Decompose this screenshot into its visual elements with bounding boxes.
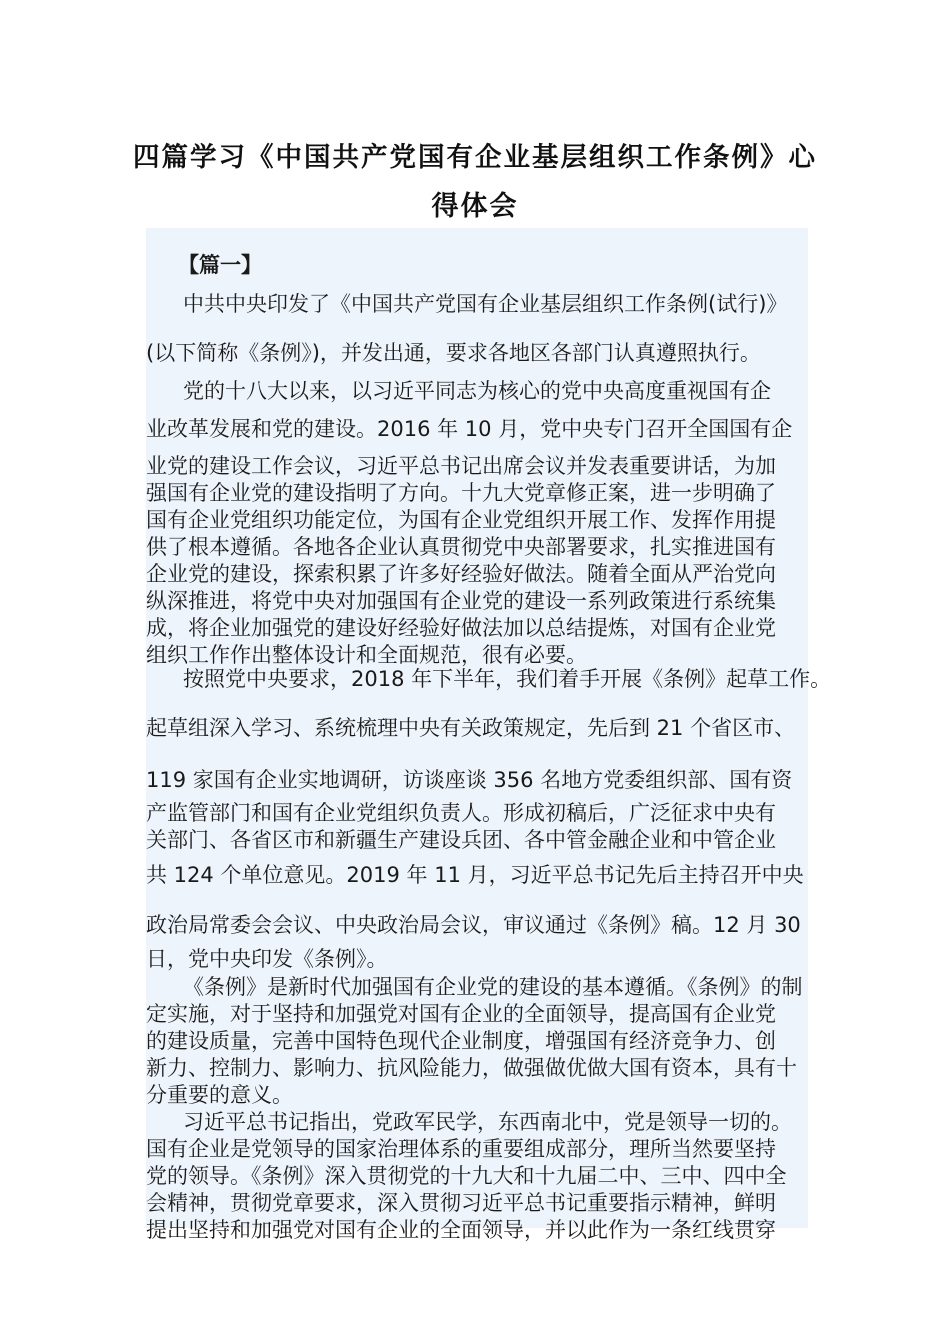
body-line: 提出坚持和加强党对国有企业的全面领导，并以此作为一条红线贯穿	[146, 1218, 776, 1242]
body-line: 国有企业党组织功能定位，为国有企业党组织开展工作、发挥作用提	[146, 508, 776, 532]
body-line: 党的十八大以来，以习近平同志为核心的党中央高度重视国有企	[183, 379, 771, 403]
document-title-line-1: 四篇学习《中国共产党国有企业基层组织工作条例》心	[133, 142, 817, 173]
section-label: 【篇一】	[178, 253, 262, 277]
body-line: (以下简称《条例》)，并发出通，要求各地区各部门认真遵照执行。	[146, 341, 761, 365]
body-line: 119 家国有企业实地调研，访谈座谈 356 名地方党委组织部、国有资	[146, 768, 793, 792]
body-line: 日，党中央印发《条例》。	[146, 947, 388, 971]
body-line: 的建设质量，完善中国特色现代企业制度，增强国有经济竞争力、创	[146, 1029, 776, 1053]
body-line: 强国有企业党的建设指明了方向。十九大党章修正案，进一步明确了	[146, 481, 776, 505]
document-title-line-2: 得体会	[431, 191, 519, 222]
body-line: 组织工作作出整体设计和全面规范，很有必要。	[146, 643, 587, 667]
body-line: 定实施，对于坚持和加强党对国有企业的全面领导，提高国有企业党	[146, 1002, 776, 1026]
body-line: 按照党中央要求，2018 年下半年，我们着手开展《条例》起草工作。	[183, 667, 832, 691]
body-line: 中共中央印发了《中国共产党国有企业基层组织工作条例(试行)》	[183, 292, 788, 316]
body-line: 供了根本遵循。各地各企业认真贯彻党中央部署要求，扎实推进国有	[146, 535, 776, 559]
body-line: 业党的建设工作会议，习近平总书记出席会议并发表重要讲话，为加	[146, 454, 776, 478]
body-line: 新力、控制力、影响力、抗风险能力，做强做优做大国有资本，具有十	[146, 1056, 797, 1080]
body-line: 党的领导。《条例》深入贯彻党的十九大和十九届二中、三中、四中全	[146, 1164, 787, 1188]
body-line: 会精神，贯彻党章要求，深入贯彻习近平总书记重要指示精神，鲜明	[146, 1191, 776, 1215]
body-line: 业改革发展和党的建设。2016 年 10 月，党中央专门召开全国国有企	[146, 417, 793, 441]
body-line: 《条例》是新时代加强国有企业党的建设的基本遵循。《条例》的制	[183, 975, 803, 999]
body-line: 分重要的意义。	[146, 1083, 293, 1107]
body-line: 关部门、各省区市和新疆生产建设兵团、各中管金融企业和中管企业	[146, 828, 776, 852]
body-line: 企业党的建设，探索积累了许多好经验好做法。随着全面从严治党向	[146, 562, 776, 586]
body-line: 习近平总书记指出，党政军民学，东西南北中，党是领导一切的。	[183, 1110, 792, 1134]
body-line: 成，将企业加强党的建设好经验好做法加以总结提炼，对国有企业党	[146, 616, 776, 640]
body-line: 纵深推进，将党中央对加强国有企业党的建设一系列政策进行系统集	[146, 589, 776, 613]
body-line: 国有企业是党领导的国家治理体系的重要组成部分，理所当然要坚持	[146, 1137, 776, 1161]
body-line: 产监管部门和国有企业党组织负责人。形成初稿后，广泛征求中央有	[146, 801, 776, 825]
body-line: 政治局常委会会议、中央政治局会议，审议通过《条例》稿。12 月 30	[146, 913, 801, 937]
body-line: 共 124 个单位意见。2019 年 11 月，习近平总书记先后主持召开中央	[146, 863, 804, 887]
body-line: 起草组深入学习、系统梳理中央有关政策规定，先后到 21 个省区市、	[146, 716, 796, 740]
